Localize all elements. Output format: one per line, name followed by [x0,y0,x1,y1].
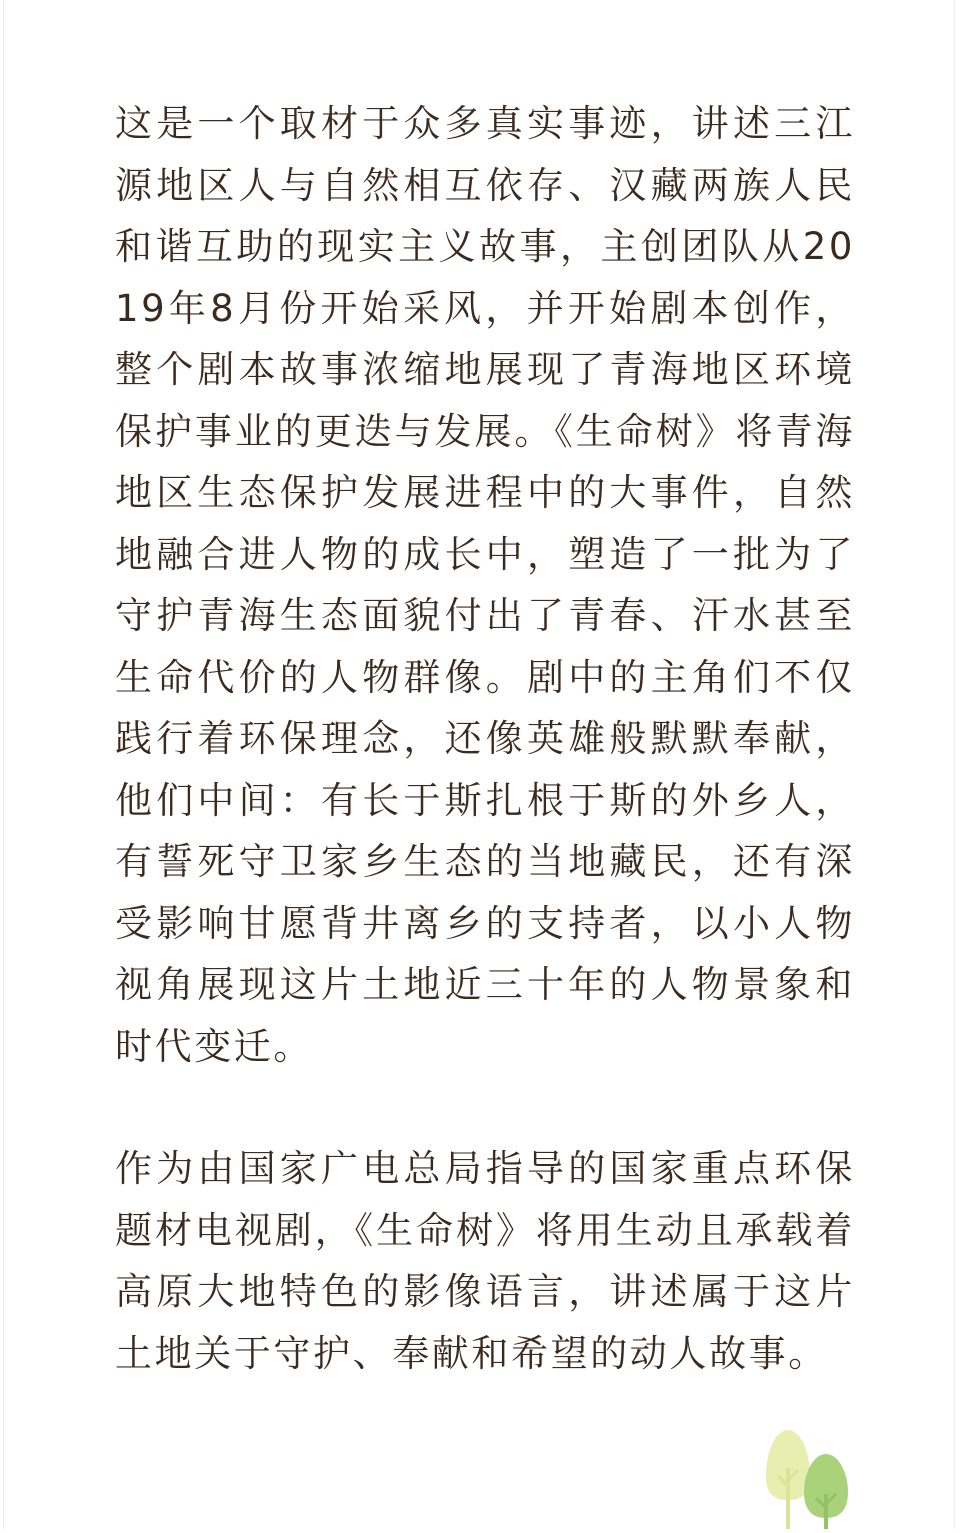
article-body [115,93,855,1384]
paragraph-1: 这是一个取材于众多真实事迹，讲述三江源地区人与自然相互依存、汉藏两族人民和谐互助的现实主义故事，主创团队从2019年8月份开始采风，并开始剧本创作，整个剧本故事浓缩地展现了青海地区环境保护事业的更迭与发展。《生命树》将青海地区生态保护发展进程中的大事件，自然地融合进人物的成长中，塑造了一批为了守护青海生态面貌付出了青春、汗水甚至生命代价的人物群像。剧中的主角们不仅践行着环保理念，还像英雄般默默奉献，他们中间：有长于斯扎根于斯的外乡人，有誓死守卫家乡生态的当地藏民，还有深受影响甘愿背井离乡的支持者，以小人物视角展现这片土地近三十年的人物景象和时代变迁。 [115,102,855,1068]
trees-icon [760,1428,860,1529]
paragraph-2: 作为由国家广电总局指导的国家重点环保题材电视剧，《生命树》将用生动且承载着高原大地特色的影像语言，讲述属于这片土地关于守护、奉献和希望的动人故事。 [115,1147,855,1375]
paragraph-spacer [115,1077,855,1138]
